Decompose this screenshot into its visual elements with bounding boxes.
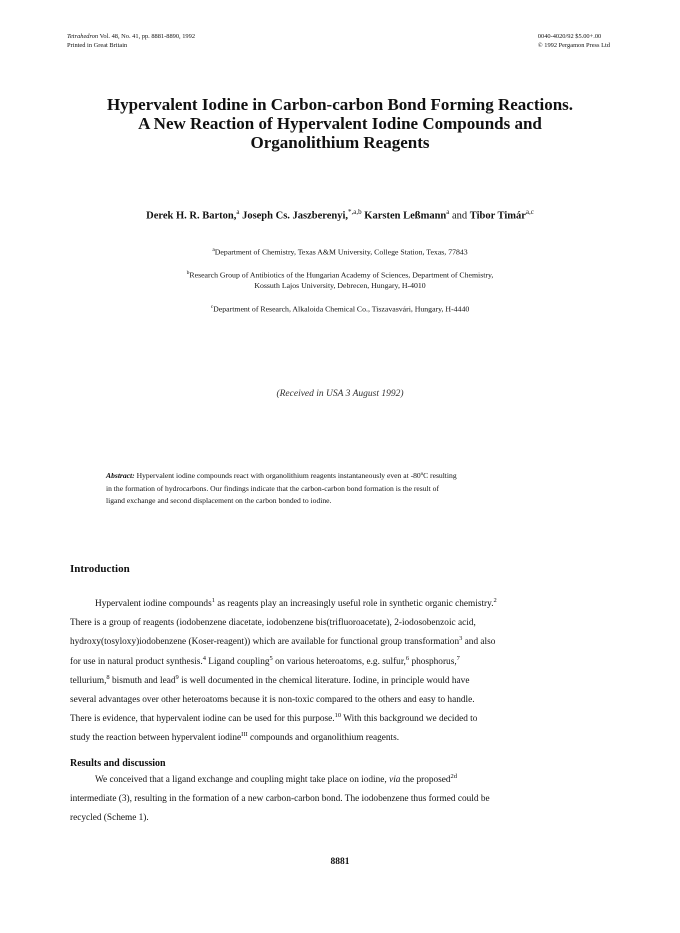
paper-title: Hypervalent Iodine in Carbon-carbon Bond Forming Reactions. A New Reaction of Hypervalent Iodine Compounds and Organolithium Reagents [106,95,574,152]
abstract-label: Abstract: [106,471,135,480]
printed-in: Printed in Great Britain [67,41,128,49]
results-paragraph: We conceived that a ligand exchange and coupling might take place on iodine, via the proposed$^{2d}$ intermediate (3), resulting in the formation of a new carbon-carbon bond. The iodobenzene thus formed could be recycled (Scheme 1). [70,772,490,824]
received-date: (Received in USA 3 August 1992) [276,389,404,399]
introduction-paragraph: Hypervalent iodine compounds$^1$ as reagents play an increasingly useful role in synthetic organic chemistry.$^2$ There is a group of reagents (iodobenzene diacetate, iodobenzene bis(trifluoroacetate), 2-iodosobenzoic acid, hydroxy(tosyloxy)iodobenzene (Koser-reagent)) which are available for functional group transformation$^3$ and also for use in natural product synthesis.$^4$ Ligand coupling$^5$ on various heteroatoms, e.g. sulfur,$^6$ phosphorus,$^7$ tellurium,$^8$ bismuth and lead$^9$ is well documented in the chemical literature. Iodine, in principle would have several advantages over other heteroatoms because it is non-toxic compared to the others and easy to handle. There is evidence, that hypervalent iodine can be used for this purpose.$^{10}$ With this background we decided to study the reaction between hypervalent iodine$^{III}$ compounds and organolithium reagents. [70,596,497,744]
running-header-right [538,33,610,50]
affiliation-c: $^c$Department of Research, Alkaloida Chemical Co., Tiszavasvári, Hungary, H-4440 [210,304,470,314]
page-number: 8881 [330,857,350,867]
section-heading-results: Results and discussion [70,758,166,769]
journal-citation: Tetrahedron Vol. 48, No. 41, pp. 8881-8890, 1992 [67,33,196,40]
section-heading-introduction: Introduction [70,563,130,575]
affiliation-b: $^b$Research Group of Antibiotics of the Hungarian Academy of Sciences, Department of Chemistry, Kossuth Lajos University, Debrecen, Hungary, H-4010 [186,270,494,290]
abstract: Abstract: Hypervalent iodine compounds react with organolithium reagents instantaneously even at -80ºC resulting in the formation of hydrocarbons. Our findings indicate that the carbon-carbon bond formation is the result of ligand exchange and second displacement on the carbon bonded to iodine. [106,471,457,506]
copyright: © 1992 Pergamon Press Ltd [537,41,610,49]
issn-price: 0040-4020/92 $5.00+.00 [537,33,602,40]
author-list: Derek H. R. Barton,$^a$ Joseph Cs. Jaszberenyi,$^{*,a,b}$ Karsten Leßmann$^a$ and Tibor Timár$^{a,c}$ [146,208,534,222]
affiliation-a: $^a$Department of Chemistry, Texas A&M University, College Station, Texas, 77843 [212,247,468,257]
running-header-left [67,33,195,50]
